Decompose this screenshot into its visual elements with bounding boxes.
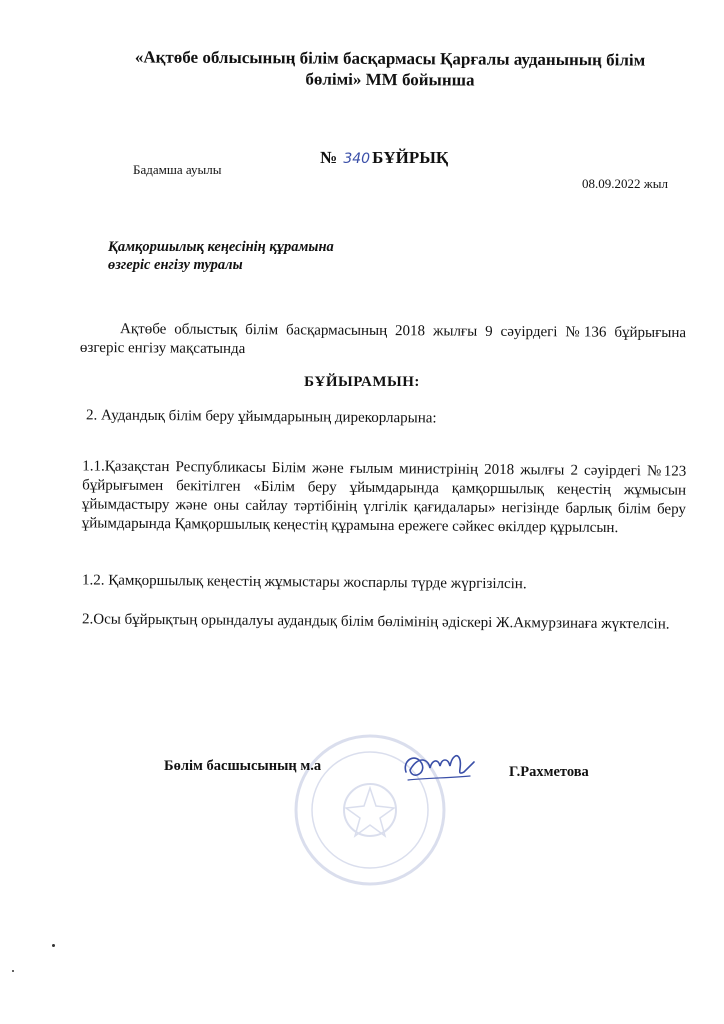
- subject-line-1: Қамқоршылық кеңесінің құрамына: [108, 239, 334, 255]
- order-date: 08.09.2022 жыл: [582, 176, 668, 191]
- order-title-word: БҰЙРЫҚ: [372, 148, 449, 167]
- decree-heading: БҰЙЫРАМЫН:: [304, 374, 420, 390]
- order-title: [320, 148, 448, 168]
- header-line-1: «Ақтөбе облысының білім басқармасы Қарғалы ауданының білім: [134, 47, 646, 70]
- item-1-1-paragraph: 1.1.Қазақстан Республикасы Білім және ғылым министрінің 2018 жылғы 2 сәуірдегі №123 бұйрығымен бекітілген «Білім беру ұйымдарында қамқоршылық кеңестің жұмысын ұйымдастыру және оны сайлау тәртібінің үлгілік қағидалары» негізінде барлық білім беру ұйымдарында Қамқоршылық кеңестің құрамына ережеге сәйкес өкілдер құрылсын.: [81, 458, 687, 537]
- item-1-2-paragraph: 1.2. Қамқоршылық кеңестің жұмыстары жоспарлы түрде жүргізілсін.: [81, 572, 527, 593]
- place-name: Бадамша ауылы: [133, 162, 222, 177]
- scan-speck: [12, 970, 14, 972]
- item-2-directors: 2. Аудандық білім беру ұйымдарының дирекорларына:: [85, 407, 437, 427]
- order-number-prefix: №: [320, 148, 338, 167]
- handwritten-signature-icon: [398, 742, 478, 790]
- order-number-handwritten: 340: [343, 151, 371, 167]
- signature-position: Бөлім басшысының м.а: [164, 758, 322, 774]
- order-subject: [108, 238, 408, 274]
- scan-speck: [52, 944, 55, 947]
- header-line-2: бөлімі» ММ бойынша: [305, 69, 475, 90]
- organization-header: [90, 46, 690, 92]
- signatory-name: Г.Рахметова: [509, 764, 589, 780]
- item-2-control-paragraph: 2.Осы бұйрықтың орындалуы аудандық білім бөлімінің әдіскері Ж.Акмурзинаға жүктелсін.: [81, 611, 670, 633]
- preamble-paragraph: Ақтөбе облыстық білім басқармасының 2018 жылғы 9 сәуірдегі №136 бұйрығына өзгеріс енгізу мақсатында: [79, 321, 687, 358]
- subject-line-2: өзгеріс енгізу туралы: [108, 257, 243, 273]
